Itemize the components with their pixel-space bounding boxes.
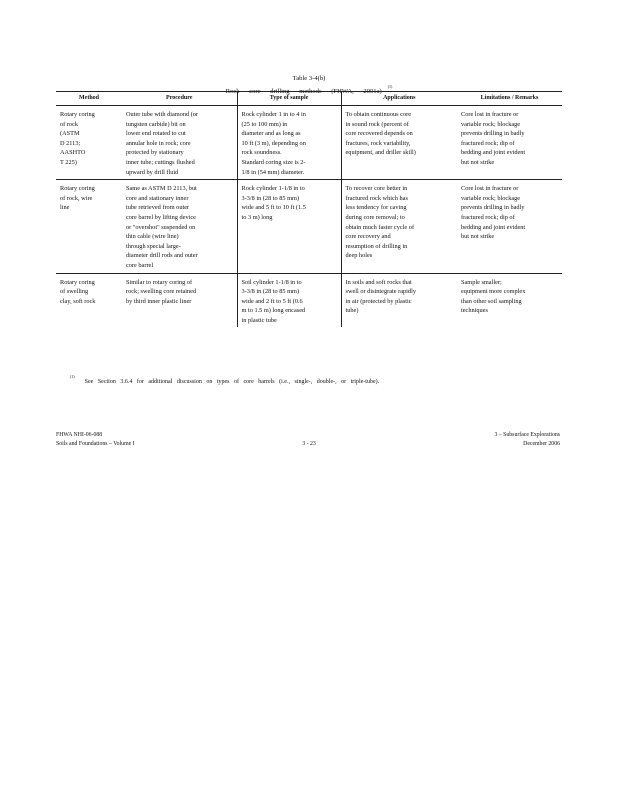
cell-text-line: of rock (60, 120, 79, 128)
cell-text-line: Same as ASTM D 2113, but (126, 185, 197, 193)
cell-text-line: of swelling (60, 288, 89, 296)
table-header-row (56, 92, 562, 106)
cell-sample (237, 106, 341, 180)
cell-text-line: wide and 5 ft to 10 ft (1.5 (241, 204, 306, 212)
cell-text-line: 3-3/8 in (28 to 85 mm) (241, 194, 300, 202)
footer-date: December 2006 (523, 441, 560, 447)
cell-method (56, 273, 122, 327)
cell-text-line: prevents drilling in badly (461, 130, 525, 138)
column-header-method: Method (56, 92, 122, 106)
cell-text-line: than other soil sampling (461, 297, 522, 305)
cell-text-line: tungsten carbide) bit on (126, 120, 186, 128)
cell-text-line: but not strike (461, 158, 495, 166)
cell-text-line: Core lost in fracture or (461, 111, 519, 118)
cell-text-line: to 3 m) long (241, 213, 273, 221)
cell-text-line: Rock cylinder 1 in to 4 in (241, 111, 306, 118)
cell-applications (341, 106, 457, 180)
cell-text-line: (25 to 100 mm) in (241, 120, 288, 128)
column-header-limitations: Limitations / Remarks (457, 92, 562, 106)
cell-text-line: Sample smaller; (461, 278, 502, 286)
core-drilling-methods-table (56, 91, 562, 327)
cell-text-line: obtain much faster cycle of (345, 223, 415, 231)
cell-text-line: Rotary coring (60, 185, 95, 193)
cell-text-line: Core lost in fracture or (461, 185, 519, 193)
footer-right (494, 431, 560, 449)
cell-text-line: or "overshot" suspended on (126, 223, 196, 231)
cell-text-line: through special large- (126, 242, 181, 250)
footnote-text: See Section 3.6.4 for additional discussion on types of core barrels (i.e., single-, double-, or triple-tube). (84, 379, 380, 385)
cell-text-line: fractured rock; dip of (461, 139, 515, 147)
cell-text-line: fractures, rock variability, (345, 139, 411, 147)
cell-text-line: during core removal; to (345, 213, 405, 221)
cell-text-line: tube retrieved from outer (126, 204, 190, 212)
footer-report-number: FHWA NHI-06-088 (56, 432, 103, 438)
cell-limitations (457, 273, 562, 327)
cell-text-line: core and stationary inner (126, 194, 189, 202)
cell-text-line: m to 1.5 m) long encased (241, 307, 306, 315)
cell-text-line: tube) (345, 307, 359, 315)
column-header-applications: Applications (341, 92, 457, 106)
cell-procedure (122, 273, 237, 327)
cell-text-line: core recovery and (345, 233, 391, 241)
cell-text-line: of rock, wire (60, 194, 93, 202)
cell-text-line: variable rock; blockage (461, 194, 521, 202)
cell-text-line: Outer tube with diamond (or (126, 111, 199, 118)
cell-text-line: resumption of drilling in (345, 242, 408, 250)
cell-text-line: diameter and as long as (241, 130, 301, 138)
cell-text-line: core barrel by lifting device (126, 213, 196, 221)
cell-text-line: lower end rotated to cut (126, 130, 186, 138)
cell-text-line: D 2113; (60, 139, 81, 147)
table-row (56, 106, 562, 180)
cell-text-line: inner tube; cuttings flushed (126, 158, 195, 166)
cell-limitations (457, 180, 562, 273)
table-row (56, 180, 562, 273)
cell-text-line: To obtain continuous core (345, 111, 411, 118)
cell-method (56, 106, 122, 180)
cell-text-line: by third inner plastic liner (126, 297, 192, 305)
cell-text-line: (ASTM (60, 130, 80, 138)
cell-text-line: techniques (461, 307, 488, 315)
cell-text-line: wide and 2 ft to 5 ft (0.6 (241, 297, 303, 305)
table-footnote (70, 374, 379, 385)
cell-text-line: protected by stationary (126, 149, 184, 157)
table-row (56, 273, 562, 327)
cell-text-line: swell or disintegrate rapidly (345, 288, 416, 296)
cell-text-line: deep holes (345, 252, 373, 260)
cell-text-line: annular hole in rock; core (126, 139, 191, 147)
cell-limitations (457, 106, 562, 180)
footer-chapter: 3 – Subsurface Explorations (494, 432, 560, 438)
cell-text-line: diameter drill rods and outer (126, 252, 198, 260)
page-number: 3 - 23 (302, 441, 316, 447)
cell-text-line: core recovered depends on (345, 130, 413, 138)
cell-text-line: in plastic tube (241, 316, 277, 324)
cell-text-line: core barrel (126, 261, 154, 269)
cell-text-line: In soils and soft rocks that (345, 278, 412, 286)
cell-text-line: line (60, 204, 70, 212)
cell-procedure (122, 106, 237, 180)
cell-applications (341, 273, 457, 327)
cell-text-line: rock; swelling core retained (126, 288, 197, 296)
table-number: Table 3-4(b) (292, 75, 326, 82)
cell-text-line: in sound rock (percent of (345, 120, 409, 128)
cell-method (56, 180, 122, 273)
cell-text-line: T 225) (60, 158, 77, 166)
cell-text-line: 10 ft (3 m), depending on (241, 139, 306, 147)
cell-text-line: To recover core better in (345, 185, 408, 193)
cell-text-line: fractured rock; dip of (461, 213, 515, 221)
cell-text-line: equipment, and driller skill) (345, 149, 416, 157)
cell-text-line: 3-3/8 in (28 to 85 mm) (241, 288, 300, 296)
footnote-marker: (1) (70, 374, 75, 379)
cell-sample (237, 180, 341, 273)
cell-procedure (122, 180, 237, 273)
cell-text-line: fractured rock which has (345, 194, 408, 202)
cell-text-line: in air (protected by plastic (345, 297, 412, 305)
cell-text-line: but not strike (461, 233, 495, 241)
cell-text-line: Standard coring size is 2- (241, 158, 306, 166)
cell-text-line: Similar to rotary coring of (126, 278, 193, 286)
table-title-text: Rock core drilling methods (FHWA, 2001a) (225, 88, 382, 95)
cell-text-line: bedding and joint evident (461, 223, 526, 231)
footer-volume-title: Soils and Foundations – Volume I (56, 441, 135, 447)
cell-text-line: Rotary coring (60, 111, 95, 118)
cell-text-line: rock soundness. (241, 149, 282, 157)
cell-applications (341, 180, 457, 273)
cell-text-line: 1/8 in (54 mm) diameter. (241, 168, 305, 176)
column-header-procedure: Procedure (122, 92, 237, 106)
cell-text-line: Soil cylinder 1-1/8 in to (241, 278, 302, 286)
cell-sample (237, 273, 341, 327)
table-title-footnote-marker: (1) (387, 84, 393, 89)
cell-text-line: AASHTO (60, 149, 86, 157)
cell-text-line: clay, soft rock (60, 297, 96, 305)
column-header-sample: Type of sample (237, 92, 341, 106)
cell-text-line: bedding and joint evident (461, 149, 526, 157)
cell-text-line: less tendency for caving (345, 204, 407, 212)
cell-text-line: Rotary coring (60, 278, 95, 286)
cell-text-line: thin cable (wire line) (126, 233, 179, 241)
cell-text-line: upward by drill fluid (126, 168, 179, 176)
cell-text-line: prevents drilling in badly (461, 204, 525, 212)
cell-text-line: variable rock; blockage (461, 120, 521, 128)
cell-text-line: equipment more complex (461, 288, 526, 296)
cell-text-line: Rock cylinder 1-1/8 in to (241, 185, 305, 193)
